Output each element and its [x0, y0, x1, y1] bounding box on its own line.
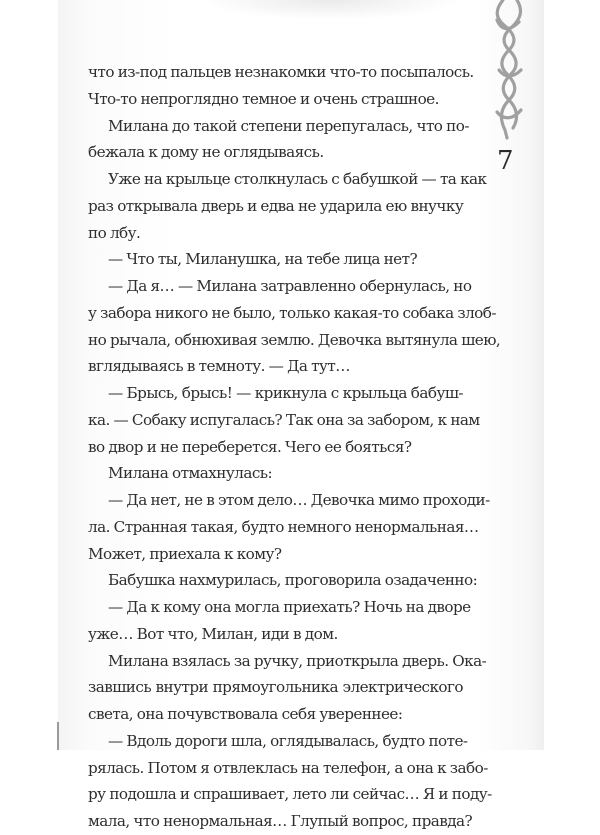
text-line: Бабушка нахмурилась, проговорила озадаченно:	[108, 571, 478, 590]
text-line: что из-под пальцев незнакомки что-то посыпалось.	[88, 63, 474, 81]
page-edge-mark	[57, 722, 59, 750]
scan-shadow	[200, 0, 460, 20]
text-line: во двор и не переберется. Чего ее бояться?	[88, 437, 412, 456]
text-line: по лбу.	[88, 223, 141, 242]
text-line: у забора никого не было, только какая-то собака злоб-	[88, 303, 496, 322]
text-line: завшись внутри прямоугольника электрического	[88, 678, 463, 697]
text-line: бежала к дому не оглядываясь.	[88, 143, 324, 162]
text-line: ка. — Собаку испугалась? Так она за забором, к нам	[88, 410, 480, 429]
text-line: света, она почувствовала себя увереннее:	[88, 705, 403, 723]
text-line: ла. Странная такая, будто немного ненормальная…	[88, 517, 479, 536]
text-line: уже… Вот что, Милан, иди в дом.	[88, 624, 338, 643]
text-line: Милана до такой степени перепугалась, что по-	[108, 116, 469, 135]
text-line: рялась. Потом я отвлеклась на телефон, а она к забо-	[88, 758, 488, 777]
text-line: — Что ты, Миланушка, на тебе лица нет?	[108, 250, 418, 269]
text-line: вглядываясь в темноту. — Да тут…	[88, 357, 350, 376]
text-line: но рычала, обнюхивая землю. Девочка вытянула шею,	[88, 330, 501, 349]
text-line: — Да к кому она могла приехать? Ночь на дворе	[108, 598, 471, 616]
text-line: Милана взялась за ручку, приоткрыла дверь. Ока-	[108, 651, 487, 670]
text-line: Может, приехала к кому?	[88, 544, 282, 563]
text-line: Милана отмахнулась:	[108, 464, 273, 483]
text-line: мала, что ненормальная… Глупый вопрос, правда?	[88, 812, 473, 830]
text-line: — Вдоль дороги шла, оглядывалась, будто поте-	[108, 731, 468, 750]
body-text	[88, 59, 501, 835]
celtic-knot-icon	[491, 0, 527, 140]
text-line: — Брысь, брысь! — крикнула с крыльца бабуш-	[108, 384, 463, 402]
text-line: — Да я… — Милана затравленно обернулась, но	[108, 277, 472, 295]
text-line: Уже на крыльце столкнулась с бабушкой — та как	[108, 170, 487, 188]
text-line: Что-то непроглядно темное и очень страшное.	[88, 89, 439, 108]
text-line: ру подошла и спрашивает, лето ли сейчас… Я и поду-	[88, 785, 492, 804]
text-line: — Да нет, не в этом дело… Девочка мимо проходи-	[108, 491, 490, 509]
text-line: раз открывала дверь и едва не ударила ею внучку	[88, 196, 464, 215]
page-number: 7	[497, 146, 514, 176]
